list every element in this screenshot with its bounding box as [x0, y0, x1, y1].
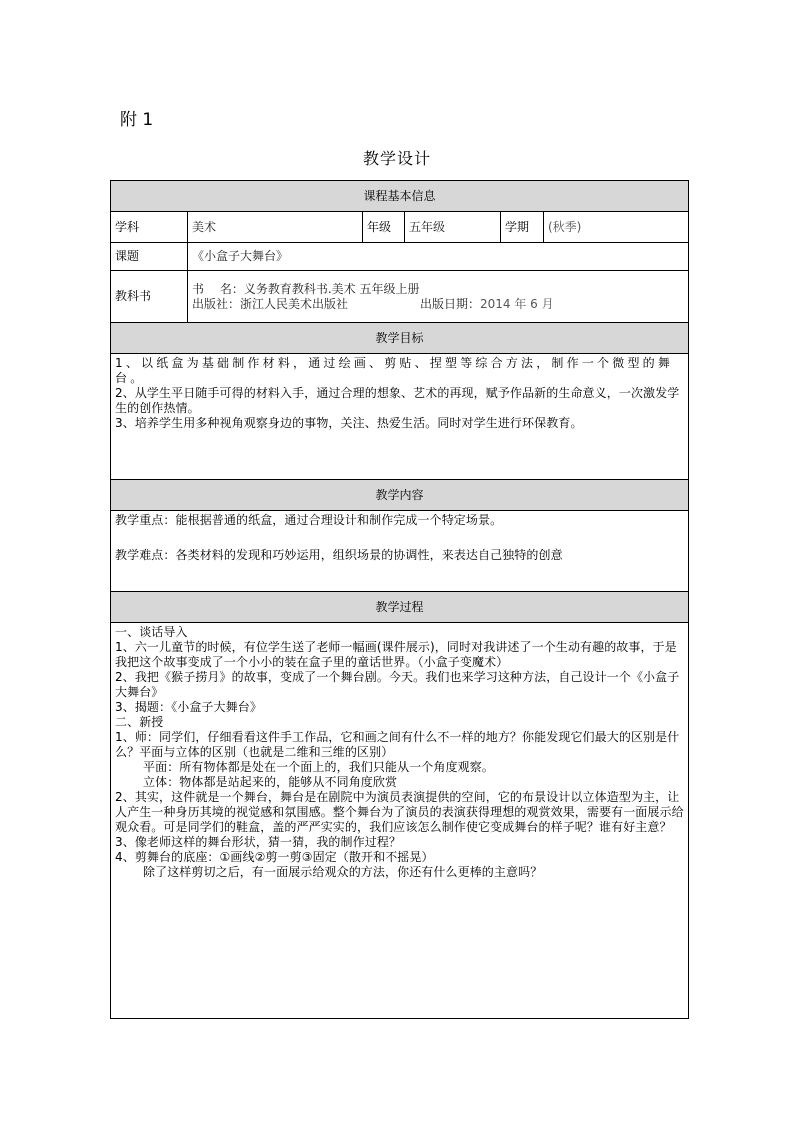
content-header-row — [111, 480, 689, 511]
subject-value: 美术 — [188, 212, 363, 243]
basic-info-header: 课程基本信息 — [111, 181, 689, 212]
process-line: 平面：所有物体都是处在一个面上的，我们只能从一个角度观察。 — [143, 760, 494, 774]
document-title: 教学设计 — [362, 149, 431, 168]
process-line: 1、六一儿童节的时候，有位学生送了老师一幅画(课件展示)，同时对我讲述了一个生动有趣的故事，于是我把这个故事变成了一个小小的装在盒子里的童话世界。（小盒子变魔术） — [115, 640, 677, 669]
lesson-plan-table — [110, 180, 689, 1019]
objectives-header-row — [111, 323, 689, 354]
textbook-label: 教科书 — [111, 271, 188, 323]
objectives-row — [111, 354, 689, 480]
objective-item: 3、培养学生用多种视角观察身边的事物，关注、热爱生活。同时对学生进行环保教育。 — [115, 416, 583, 430]
process-line: 3、像老师这样的舞台形状，猜一猜，我的制作过程？ — [115, 835, 402, 849]
grade-label: 年级 — [363, 212, 405, 243]
process-header: 教学过程 — [111, 592, 689, 623]
publish-date-label: 出版日期： — [420, 296, 481, 311]
content-body — [111, 511, 689, 592]
process-row — [111, 623, 689, 1019]
process-header-row — [111, 592, 689, 623]
key-point: 教学重点：能根据普通的纸盒，通过合理设计和制作完成一个特定场景。 — [115, 513, 503, 527]
content-header: 教学内容 — [111, 480, 689, 511]
textbook-info — [188, 271, 689, 323]
subject-label: 学科 — [111, 212, 188, 243]
grade-value: 五年级 — [405, 212, 501, 243]
process-line: 2、我把《猴子捞月》的故事，变成了一个舞台剧。今天。我们也来学习这种方法，自己设计一个《小盒子大舞台》 — [115, 670, 680, 699]
subject-row — [111, 212, 689, 243]
term-label: 学期 — [501, 212, 544, 243]
publisher-line: 出版社：浙江人民美术出版社 — [192, 296, 349, 311]
topic-row — [111, 243, 689, 271]
topic-label: 课题 — [111, 243, 188, 271]
process-line: 4、剪舞台的底座：①画线②剪一剪③固定（散开和不摇晃） — [115, 850, 434, 864]
process-line: 一、谈话导入 — [115, 625, 188, 639]
objective-item: 1、以纸盒为基础制作材料，通过绘画、剪贴、捏塑等综合方法，制作一个微型的舞台。 — [115, 356, 674, 385]
difficult-point: 教学难点：各类材料的发现和巧妙运用，组织场景的协调性，来表达自己独特的创意 — [115, 548, 563, 562]
content-row — [111, 511, 689, 592]
topic-value: 《小盒子大舞台》 — [188, 243, 689, 271]
process-line: 二、新授 — [115, 715, 164, 729]
textbook-row — [111, 271, 689, 323]
process-line: 3、揭题：《小盒子大舞台》 — [115, 700, 262, 714]
objectives-header: 教学目标 — [111, 323, 689, 354]
appendix-label: 附 1 — [120, 110, 154, 130]
objectives-content — [111, 354, 689, 480]
publisher-date-line — [192, 297, 684, 312]
basic-info-header-row — [111, 181, 689, 212]
objective-item: 2、从学生平日随手可得的材料入手，通过合理的想象、艺术的再现，赋予作品新的生命意义，一次激发学生的创作热情。 — [115, 386, 680, 415]
process-line: 除了这样剪切之后，有一面展示给观众的方法，你还有什么更棒的主意吗？ — [143, 865, 543, 879]
process-line: 1、师：同学们，仔细看看这件手工作品，它和画之间有什么不一样的地方？你能发现它们最大的区别是什么？平面与立体的区别（也就是二维和三维的区别） — [115, 730, 680, 759]
publish-date-value: 2014 年 6 月 — [480, 296, 554, 311]
book-name-line: 书 名：义务教育教科书.美术 五年级上册 — [192, 281, 420, 296]
process-line: 立体：物体都是站起来的，能够从不同角度欣赏 — [143, 775, 398, 789]
term-value: (秋季) — [544, 212, 689, 243]
process-body — [111, 623, 689, 1019]
process-line: 2、其实，这件就是一个舞台，舞台是在剧院中为演员表演提供的空间，它的布景设计以立体造型为主，让人产生一种身历其境的视觉感和氛围感。整个舞台为了演员的表演获得理想的观赏效果，需要有一面展示给观众看。可是同学们的鞋盒，盖的严严实实的，我们应该怎么制作使它变成舞台的样子呢？谁有好主意？ — [115, 790, 684, 834]
